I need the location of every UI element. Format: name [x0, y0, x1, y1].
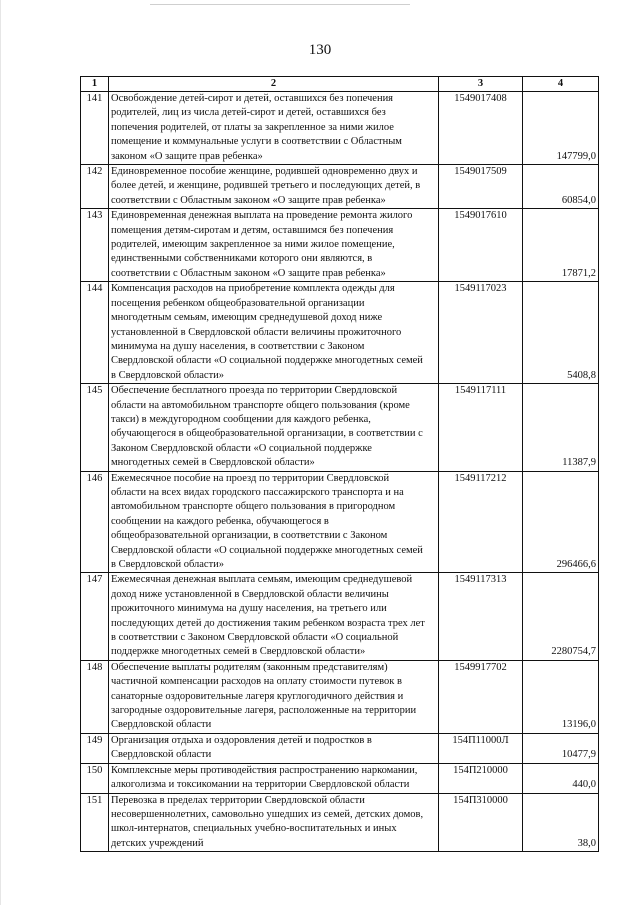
description-line: Комплексные меры противодействия распространению наркомании, — [111, 764, 418, 776]
row-description — [109, 384, 439, 471]
description-line: прожиточного минимума на душу населения, на третьего или — [111, 603, 387, 615]
description-line: Законом Свердловской области «О социальной поддержке — [111, 442, 372, 454]
description-line: в Свердловской области» — [111, 559, 225, 570]
row-description — [109, 92, 439, 165]
row-description — [109, 660, 439, 733]
row-code: 1549117212 — [439, 471, 523, 573]
row-code: 154П210000 — [439, 763, 523, 793]
row-number: 147 — [81, 573, 109, 660]
row-amount: 11387,9 — [523, 384, 599, 471]
row-amount: 2280754,7 — [523, 573, 599, 660]
row-amount: 13196,0 — [523, 660, 599, 733]
row-number: 144 — [81, 282, 109, 384]
row-amount: 296466,6 — [523, 471, 599, 573]
description-line: Обеспечение бесплатного проезда по территории Свердловской — [111, 385, 398, 397]
row-code: 154П310000 — [439, 793, 523, 852]
description-line: родителей, имеющим закрепленное за ними жилое помещение, — [111, 239, 395, 251]
row-number: 141 — [81, 92, 109, 165]
description-line: попечения родителей, от платы за закрепленное за ними жилое — [111, 121, 394, 133]
description-line: Свердловской области «О социальной поддержке многодетных семей — [111, 355, 423, 367]
row-description — [109, 573, 439, 660]
row-amount: 440,0 — [523, 763, 599, 793]
row-number: 143 — [81, 209, 109, 282]
row-number: 145 — [81, 384, 109, 471]
table-row — [81, 573, 599, 660]
description-line: многодетных семей в Свердловской области» — [111, 457, 315, 469]
row-number: 142 — [81, 165, 109, 209]
row-code: 1549017610 — [439, 209, 523, 282]
description-line: Свердловской области «О социальной поддержке многодетных семей — [111, 544, 423, 556]
row-description — [109, 471, 439, 573]
table-row — [81, 763, 599, 793]
description-line: частичной компенсации расходов на оплату стоимости путевок в — [111, 676, 402, 688]
row-amount: 5408,8 — [523, 282, 599, 384]
description-line: школ-интернатов, специальных учебно-воспитательных и иных — [111, 823, 397, 835]
description-line: соответствии с Областным законом «О защите прав ребенка» — [111, 194, 386, 206]
row-code: 1549117313 — [439, 573, 523, 660]
description-line: Свердловской области — [111, 719, 212, 731]
description-line: такси) в междугородном сообщении для каждого ребенка, — [111, 413, 371, 425]
scan-left-edge — [0, 0, 1, 905]
row-code: 154П11000Л — [439, 733, 523, 763]
row-code: 1549917702 — [439, 660, 523, 733]
table-row — [81, 660, 599, 733]
row-description — [109, 165, 439, 209]
description-line: помещение и коммунальные услуги в соответствии с Областным — [111, 136, 402, 148]
description-line: Обеспечение выплаты родителям (законным представителям) — [111, 661, 388, 673]
description-line: алкоголизма и токсикомании на территории Свердловской области — [111, 779, 410, 791]
description-line: сообщении на каждого ребенка, обучающегося в — [111, 515, 329, 527]
budget-table — [80, 76, 599, 852]
table-row — [81, 733, 599, 763]
row-code: 1549017408 — [439, 92, 523, 165]
row-description — [109, 733, 439, 763]
description-line: в Свердловской области» — [111, 369, 225, 381]
description-line: более детей, и женщине, родившей третьего и последующих детей, в — [111, 180, 421, 192]
header-col-4: 4 — [523, 77, 599, 92]
description-line: Ежемесячное пособие на проезд по территории Свердловской — [111, 472, 390, 484]
description-line: Ежемесячная денежная выплата семьям, имеющим среднедушевой — [111, 574, 413, 586]
row-number: 149 — [81, 733, 109, 763]
row-amount: 17871,2 — [523, 209, 599, 282]
description-line: соответствии с Областным законом «О защите прав ребенка» — [111, 267, 386, 279]
page-number: 130 — [308, 42, 332, 58]
description-line: минимума на душу населения, в соответствии с Законом — [111, 340, 365, 352]
header-col-2: 2 — [109, 77, 439, 92]
table-row — [81, 209, 599, 282]
row-number: 148 — [81, 660, 109, 733]
description-line: доход ниже установленной в Свердловской области величины — [111, 588, 389, 600]
row-description — [109, 282, 439, 384]
table-row — [81, 471, 599, 573]
description-line: последующих детей до достижения таким ребенком возраста трех лет — [111, 617, 425, 629]
row-number: 146 — [81, 471, 109, 573]
table-row — [81, 92, 599, 165]
description-line: Компенсация расходов на приобретение комплекта одежды для — [111, 283, 395, 295]
row-description — [109, 209, 439, 282]
row-amount: 147799,0 — [523, 92, 599, 165]
table-row — [81, 282, 599, 384]
row-description — [109, 793, 439, 852]
row-amount: 10477,9 — [523, 733, 599, 763]
description-line: в соответствии с Законом Свердловской области «О социальной — [111, 632, 399, 644]
table-row — [81, 384, 599, 471]
description-line: многодетным семьям, имеющим среднедушевой доход ниже — [111, 312, 383, 324]
description-line: помещения детям-сиротам и детям, оставшимся без попечения — [111, 224, 394, 236]
row-amount: 38,0 — [523, 793, 599, 852]
description-line: санаторные оздоровительные лагеря круглогодичного действия и — [111, 690, 404, 702]
description-line: поддержке многодетных семей в Свердловской области» — [111, 646, 366, 658]
description-line: детских учреждений — [111, 837, 204, 849]
table-row — [81, 165, 599, 209]
header-row — [81, 77, 599, 92]
description-line: общеобразовательной организации, в соответствии с Законом — [111, 530, 388, 542]
description-line: посещения ребенком общеобразовательной организации — [111, 297, 365, 309]
description-line: родителей, лиц из числа детей-сирот и детей, оставшихся без — [111, 107, 386, 119]
row-code: 1549117023 — [439, 282, 523, 384]
description-line: несовершеннолетних, самовольно ушедших из семей, детских домов, — [111, 808, 424, 820]
row-number: 151 — [81, 793, 109, 852]
description-line: единственными собственниками которого они являются, в — [111, 253, 373, 265]
description-line: автомобильном транспорте общего пользования в пригородном — [111, 501, 396, 513]
description-line: Организация отдыха и оздоровления детей и подростков в — [111, 734, 372, 746]
row-code: 1549017509 — [439, 165, 523, 209]
scan-top-line — [150, 4, 410, 5]
description-line: Свердловской области — [111, 749, 212, 761]
description-line: Освобождение детей-сирот и детей, оставшихся без попечения — [111, 93, 394, 104]
description-line: обучающегося в общеобразовательной организации, в соответствии с — [111, 428, 423, 440]
description-line: Единовременное пособие женщине, родившей одновременно двух и — [111, 166, 418, 178]
table-row — [81, 793, 599, 852]
row-description — [109, 763, 439, 793]
description-line: области на всех видах городского пассажирского транспорта и на — [111, 486, 404, 498]
header-col-3: 3 — [439, 77, 523, 92]
description-line: Перевозка в пределах территории Свердловской области — [111, 794, 365, 806]
description-line: области на автомобильном транспорте общего пользования (кроме — [111, 399, 410, 411]
row-number: 150 — [81, 763, 109, 793]
description-line: установленной в Свердловской области величины прожиточного — [111, 326, 402, 338]
header-col-1: 1 — [81, 77, 109, 92]
description-line: законом «О защите прав ребенка» — [111, 150, 263, 162]
description-line: Единовременная денежная выплата на проведение ремонта жилого — [111, 210, 413, 222]
description-line: загородные оздоровительные лагеря, расположенные на территории — [111, 705, 417, 717]
row-code: 1549117111 — [439, 384, 523, 471]
row-amount: 60854,0 — [523, 165, 599, 209]
